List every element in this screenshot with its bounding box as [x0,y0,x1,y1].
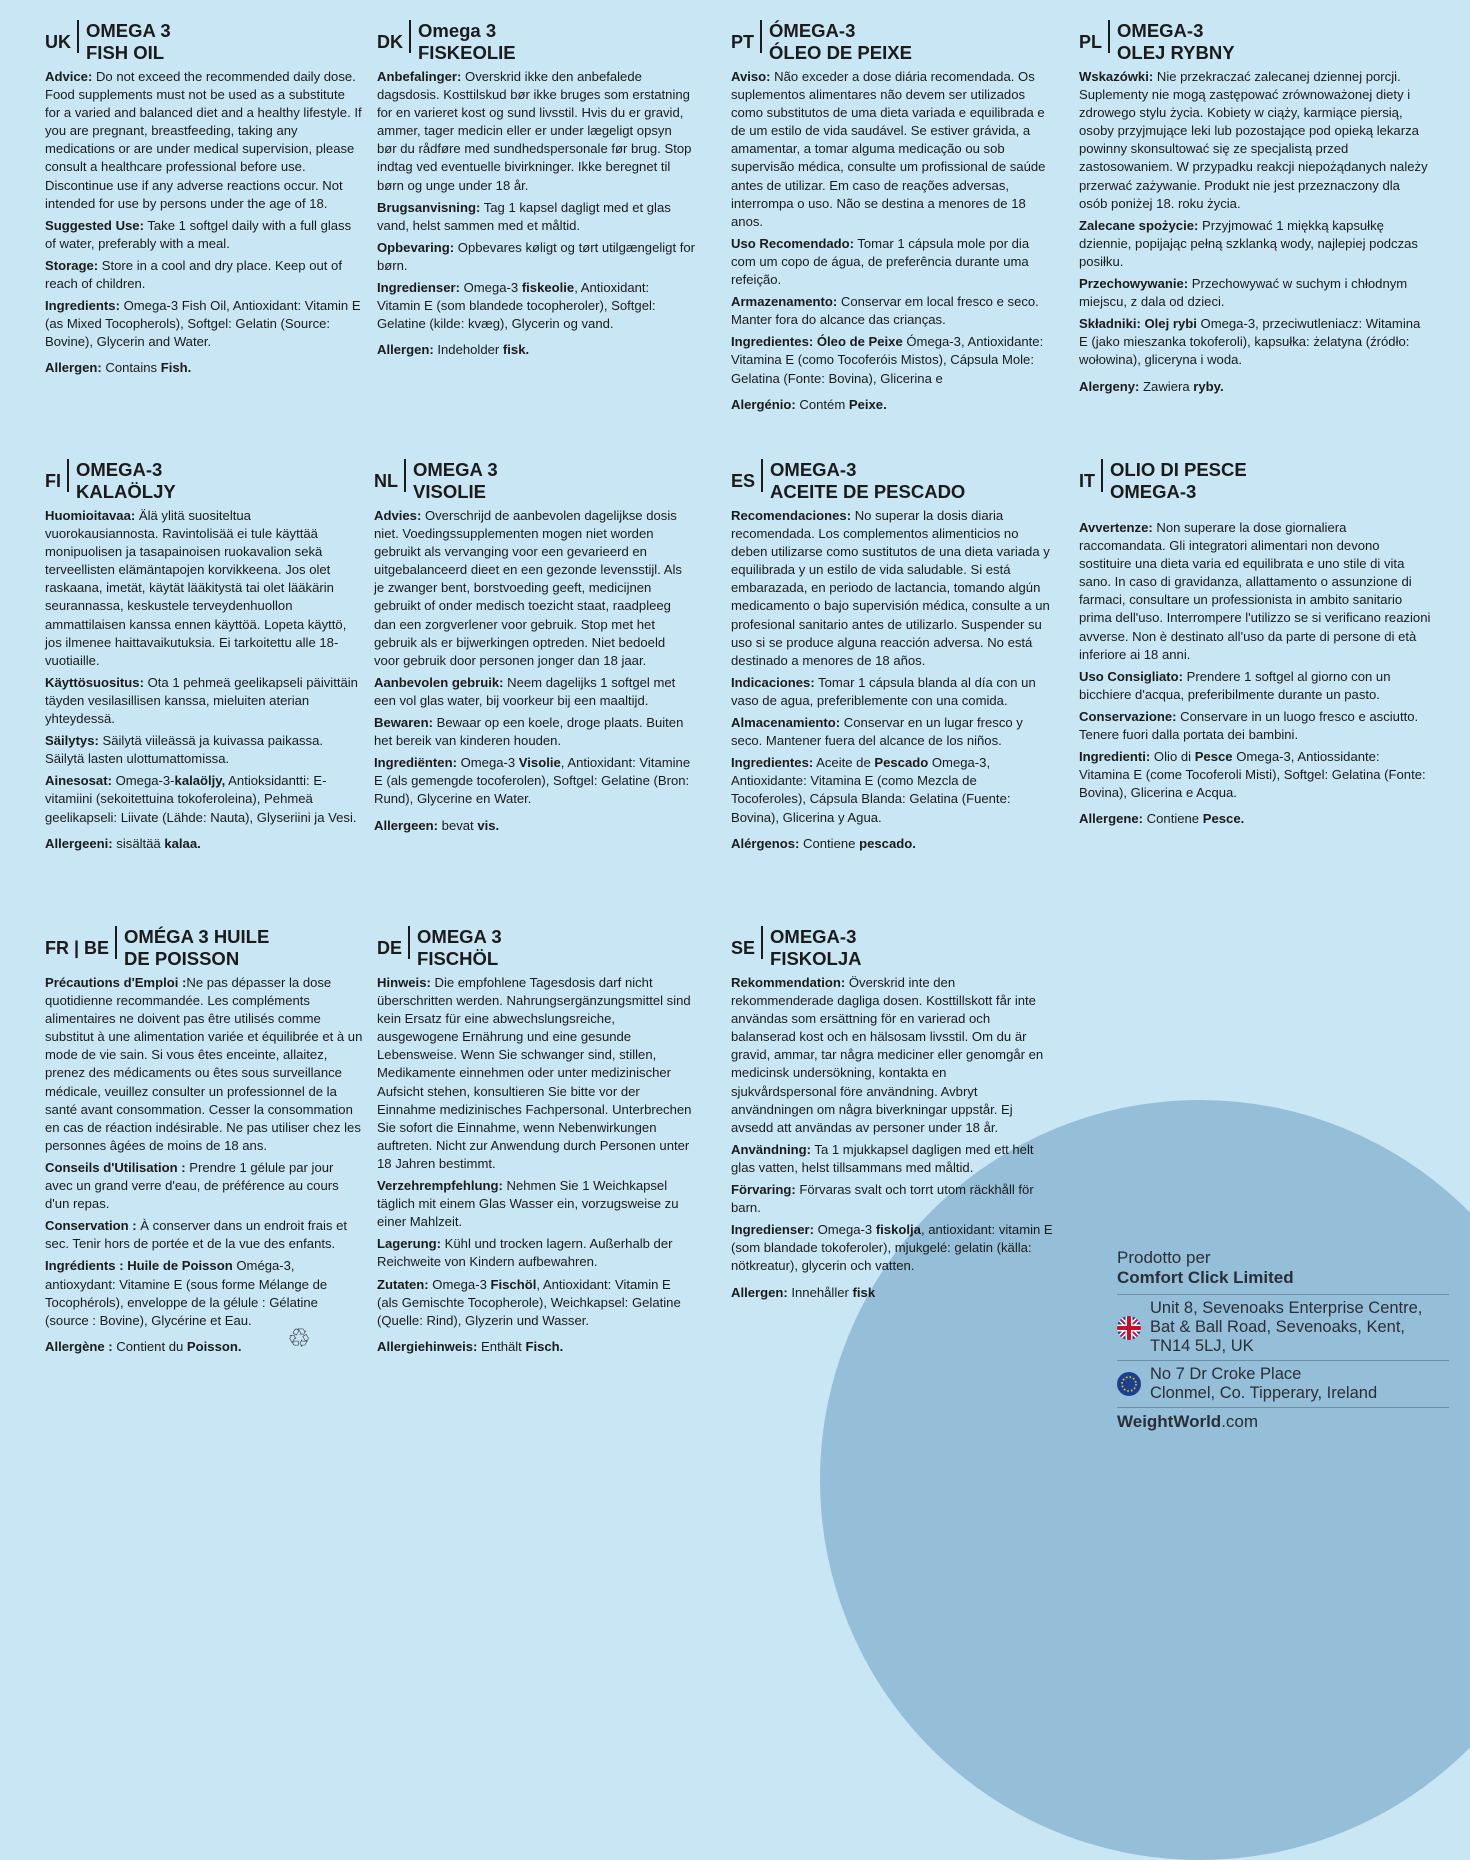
website-tld: .com [1221,1412,1259,1431]
text: Tomar 1 cápsula mole por dia com um copo de água, de preferência durante uma refeição. [731,235,1030,288]
bold-text: Armazenamento: [731,294,838,310]
section-heading [377,926,695,970]
bold-text: Allergen: [377,342,434,358]
bold-text: vis. [477,817,500,833]
section-body [1079,519,1431,829]
bold-text: Conservation : [45,1218,137,1234]
section-heading [377,20,695,64]
text: Omega-3, Antiossidante: Vitamina E (come Tocoferoli Misti), Softgel: Gelatina (Fonte: Bovina), Glicerina e Acqua. [1079,749,1426,801]
text: Non superare la dose giornaliera raccomandata. Gli integratori alimentari non devono sostituire una dieta varia ed equilibrata e uno stile di vita sano. In caso di gravidanza, allattamento o assunzione di farmaci, consultare un professionista in ambito sanitario prima dell'uso. Interrompere l'utilizzo se si verificano reazioni avverse. Non è destinato all'uso da parte di persone di età inferiore ai 18 anni. [1079,520,1431,662]
text: Ne pas dépasser la dose quotidienne recommandée. Les compléments alimentaires ne doivent pas être utilisés comme substitut à une alimentation variée et équilibrée et à un mode de vie sain. Si vous êtes enceinte, allaitez, prenez des médicaments ou êtes sous surveillance médicale, veuillez consulter un professionnel de la santé avant consommation. Cesser la consommation en cas de réaction indésirable. Ne pas utiliser chez les personnes âgées de moins de 18 ans. [45,975,363,1153]
label-paragraph [1079,68,1431,213]
ie-address-line: No 7 Dr Croke Place [1150,1365,1302,1383]
label-paragraph [731,714,1055,750]
bold-text: Ingredienti: [1079,749,1151,765]
label-paragraph [45,835,363,853]
bold-text: Fischöl [490,1276,537,1292]
label-paragraph [45,732,363,768]
country-code: DE [377,926,410,959]
text: Nehmen Sie 1 Weichkapsel täglich mit einem Glas Wasser ein, vorzugsweise zu einer Mahlzeit. [377,1178,679,1230]
bold-text: Fish. [160,360,192,376]
text: Contém [795,396,849,412]
label-paragraph [45,359,363,377]
text: Oméga-3, antioxydant: Vitamine E (sous forme Mélange de Tocophérols), enveloppe de la gélule : Gélatine (source : Bovine), Glycérine et Eau. [45,1258,328,1328]
section-title: OMÉGA 3 HUILE DE POISSON [124,926,270,969]
country-code: PT [731,20,762,53]
bold-text: Brugsanvisning: [377,199,481,215]
section-fr-be [45,926,363,1360]
section-title: OMEGA 3 FISH OIL [86,20,171,63]
label-paragraph [1079,519,1431,664]
section-heading [45,926,363,970]
label-paragraph [377,239,695,275]
text: Förvaras svalt och torrt utom räckhåll för barn. [731,1182,1034,1216]
section-pl [1079,20,1431,400]
country-code: FR | BE [45,926,117,959]
label-paragraph [374,507,692,670]
section-title: OMEGA-3 ACEITE DE PESCADO [770,459,966,502]
label-paragraph [45,68,363,213]
bold-text: Ingrediënten: [374,755,457,771]
section-heading [374,459,692,503]
section-heading [731,459,1055,503]
section-se [731,926,1055,1306]
text: Omega-3, przeciwutleniacz: Witamina E (jako mieszanka tokoferoli), kapsułka: żelatyna (źródło: wołowina), gliceryna i woda. [1079,316,1421,368]
label-paragraph [1079,315,1431,369]
section-body [45,507,363,853]
text: Ta 1 mjukkapsel dagligen med ett helt glas vatten, helst tillsammans med måltid. [731,1141,1034,1175]
label-paragraph [1079,668,1431,704]
bold-text: Przechowywanie: [1079,276,1189,292]
text: Nie przekraczać zalecanej dziennej porcji. Suplementy nie mogą zastępować zrównoważonej diety i zdrowego stylu życia. Kobiety w ciąży, karmiące piersią, osoby przyjmujące leki lub pozostające pod opieką lekarza powinny skonsultować się ze specjalistą przed zastosowaniem. W przypadku reakcji niepożądanych należy przerwać zażywanie. Produkt nie jest przeznaczony dla osób poniżej 18. roku życia. [1079,69,1428,211]
section-heading [45,20,363,64]
section-es [731,459,1055,857]
text: Store in a cool and dry place. Keep out of reach of children. [45,257,342,292]
produced-for-label: Prodotto per [1117,1248,1211,1267]
country-code: SE [731,926,763,959]
text: Bewaar op een koele, droge plaats. Buiten het bereik van kinderen houden. [374,715,684,749]
bold-text: Allergeeni: [45,835,113,851]
text: Antioksidantti: E-vitamiini (sekoitettuina tokoferoleina), Pehmeä geelikapseli: Liivate (Lähde: Nauta), Glyseriini ja Vesi. [45,773,357,825]
section-heading [1079,20,1431,64]
text: Contains [101,360,161,376]
text: Omega-3- [111,773,175,789]
label-paragraph [377,1276,695,1330]
bold-text: Bewaren: [374,715,433,731]
label-paragraph [377,1177,695,1231]
bold-text: Poisson. [186,1338,242,1354]
bold-text: Storage: [45,257,99,273]
uk-flag-icon [1117,1316,1141,1340]
bold-text: Pesce. [1202,811,1245,827]
section-body [731,507,1055,853]
bold-text: Suggested Use: [45,217,144,233]
text: Prendere 1 softgel al giorno con un bicchiere d'acqua, preferibilmente durante un pasto. [1079,668,1391,702]
text: Omega-3 [456,755,519,771]
section-nl [374,459,692,839]
country-code: PL [1079,20,1110,53]
label-paragraph [377,974,695,1173]
section-fi [45,459,363,857]
text: Opbevares køligt og tørt utilgængeligt for børn. [377,239,696,273]
bold-text: Uso Recomendado: [731,235,854,251]
text: Przyjmować 1 miękką kapsułkę dziennie, popijając pełną szklanką wody, najlepiej podczas posiłku. [1079,217,1418,269]
bold-text: Allergiehinweis: [377,1338,478,1354]
text: Omega-3, Antioxidante: Vitamina E (como Mezcla de Tocoferoles), Cápsula Blanda: Gelatina (Fuente: Bovina), Glicerina y Agua. [731,755,1011,825]
text: Zawiera [1139,378,1194,394]
label-paragraph [731,1284,1055,1302]
section-title: OMEGA 3 FISCHÖL [417,926,502,969]
bold-text: Składniki: Olej rybi [1079,316,1197,332]
text: Przechowywać w suchym i chłodnym miejscu, z dala od dzieci. [1079,276,1408,310]
label-paragraph [45,297,363,351]
section-body [377,68,695,359]
label-paragraph [45,1338,363,1356]
bold-text: Opbevaring: [377,239,455,255]
eu-flag-icon [1117,1372,1141,1396]
bold-text: Alergeny: [1079,378,1140,394]
section-title: Omega 3 FISKEOLIE [418,20,516,63]
label-paragraph [1079,748,1431,802]
section-heading [45,459,363,503]
label-paragraph [374,714,692,750]
bold-text: Ainesosat: [45,773,112,789]
bold-text: Précautions d'Emploi : [45,975,187,990]
bold-text: fisk [852,1284,876,1300]
country-code: NL [374,459,406,492]
text: Não exceder a dose diária recomendada. Os suplementos alimentares não devem ser utilizados como substitutos de uma dieta variada e equilibrada e de um estilo de vida saudável. Se estiver grávida, a amamentar, a tomar alguma medicação ou sob supervisão médica, consulte um profissional de saúde antes de utilizar. Em caso de reações adversas, interrompa o uso. Não se destina a menores de 18 anos. [731,69,1046,229]
bold-text: Allergene: [1079,811,1144,827]
label-paragraph [1079,378,1431,396]
country-code: UK [45,20,79,53]
label-paragraph [45,257,363,293]
text: Contient du [112,1338,187,1354]
label-paragraph [45,1159,363,1213]
text: Conservar em local fresco e seco. Manter fora do alcance das crianças. [731,294,1039,328]
bold-text: kalaa. [164,835,201,851]
bold-text: kalaöljy, [174,773,226,789]
text: Omega-3 [459,280,522,296]
text: Olio di [1150,749,1195,765]
bold-text: ryby. [1193,378,1224,394]
section-de [377,926,695,1360]
label-paragraph [374,754,692,808]
bold-text: Förvaring: [731,1182,796,1198]
text: Ota 1 pehmeä geelikapseli päivittäin täyden vesilasillisen kanssa, mieluiten aterian yhteydessä. [45,674,358,727]
bold-text: Ingredienser: [377,280,460,296]
label-paragraph [731,293,1055,329]
section-body [377,974,695,1356]
text: Enthält [477,1338,526,1354]
text: Neem dagelijks 1 softgel met een vol glas water, bij voorkeur bij een maaltijd. [374,674,676,708]
text: bevat [438,817,478,833]
text: , antioxidant: vitamin E (som blandade tokoferoler), mjukgelé: gelatin (källa: nötkreatur), glycerin och vatten. [731,1222,1053,1274]
text: Säilytä viileässä ja kuivassa paikassa. Säilytä lasten ulottumattomissa. [45,733,324,767]
label-paragraph [731,835,1055,853]
label-paragraph [377,1338,695,1356]
ie-address [1117,1360,1449,1407]
bold-text: Ingrédients : Huile de Poisson [45,1258,233,1274]
label-paragraph [374,817,692,835]
bold-text: Lagerung: [377,1236,442,1252]
text: Omega-3 [813,1222,876,1238]
bold-text: Zalecane spożycie: [1079,217,1199,233]
bold-text: Pescado [874,755,929,771]
text: Do not exceed the recommended daily dose. Food supplements must not be used as a substitute for a varied and balanced diet and a healthy lifestyle. If you are pregnant, breastfeeding, taking any medications or are under medical supervision, please consult a healthcare professional before use. Discontinue use if any adverse reactions occur. Not intended for use by persons under the age of 18. [45,69,362,211]
section-body [374,507,692,835]
bold-text: Allergène : [45,1338,113,1354]
text: Conservar en un lugar fresco y seco. Mantener fuera del alcance de los niños. [731,715,1023,749]
section-body [731,68,1055,414]
text: Overskrid ikke den anbefalede dagsdosis. Kosttilskud bør ikke bruges som erstatning for en varieret kost og sund livsstil. Hvis du er gravid, ammer, tager medicin eller er under lægeligt opsyn bør du rådføre med sundhedspersonale før brug. Stop indtag ved eventuelle bivirkninger. Ikke beregnet til børn og unge under 18 år. [377,69,692,193]
text: , Antioxidant: Vitamin E (som blandede tocopheroler), Softgel: Gelatine (kilde: kvæg), Glycerin og vand. [377,280,656,332]
section-it [1079,459,1431,833]
text: , Antioxidant: Vitamine E (als gemengde tocoferolen), Softgel: Gelatine (Bron: Rund), Glycerine en Water. [374,755,691,807]
section-pt [731,20,1055,418]
bold-text: Ingredientes: [731,755,814,771]
text: Take 1 softgel daily with a full glass of water, preferably with a meal. [45,217,352,251]
bold-text: Rekommendation: [731,975,846,990]
label-paragraph [731,754,1055,826]
text: sisältää [112,835,165,851]
text: Omega-3 Fish Oil, Antioxidant: Vitamin E (as Mixed Tocopherols), Softgel: Gelatin (Source: Bovine), Glycerin and Water. [45,298,361,350]
section-body [1079,68,1431,396]
label-paragraph [377,68,695,195]
bold-text: Uso Consigliato: [1079,668,1184,684]
country-code: DK [377,20,411,53]
bold-text: Visolie [518,755,561,771]
bold-text: Ingredients: [45,298,120,314]
country-code: FI [45,459,69,492]
section-title: OMEGA-3 KALAÖLJY [76,459,176,502]
bold-text: Aanbevolen gebruik: [374,674,504,690]
text: À conserver dans un endroit frais et sec. Tenir hors de portée et de la vue des enfants. [45,1218,348,1252]
bold-text: Allergeen: [374,817,439,833]
label-paragraph [45,217,363,253]
text: Tomar 1 cápsula blanda al día con un vaso de agua, preferiblemente con una comida. [731,674,1036,708]
bold-text: Hinweis: [377,975,431,990]
section-body [45,974,363,1356]
text: Indeholder [433,342,503,358]
bold-text: Aviso: [731,69,771,84]
website [1117,1407,1449,1432]
bold-text: fiskolja [875,1222,921,1238]
label-paragraph [731,1221,1055,1275]
recycle-icon: ♲ [287,1323,311,1353]
text: Omega-3 [428,1276,491,1292]
bold-text: Indicaciones: [731,674,815,690]
bold-text: Wskazówki: [1079,69,1154,84]
section-title: OMEGA-3 OLEJ RYBNY [1117,20,1235,63]
ie-address-line: Clonmel, Co. Tipperary, Ireland [1150,1384,1378,1402]
section-heading [731,20,1055,64]
text: Ómega-3, Antioxidante: Vitamina E (como Tocoferóis Mistos), Cápsula Mole: Gelatina (Fonte: Bovina), Glicerina e [731,334,1044,386]
section-body [45,68,363,378]
bold-text: Allergen: [731,1284,788,1300]
bold-text: Conseils d'Utilisation : [45,1159,186,1175]
bold-text: Alergénio: [731,396,796,412]
bold-text: Advice: [45,69,93,84]
text: Contiene [799,835,860,851]
text: Älä ylitä suositeltua vuorokausiannosta. Ravintolisää ei tule käyttää monipuolisen ja tasapainoisen ruokavalion sekä terveellisten elämäntapojen korvikkeena. Jos olet raskaana, imetät, käytät lääkitystä tai olet lääkärin seurannassa, keskustele terveydenhuollon ammattilaisen kanssa ennen käyttöä. Lopeta käyttö, jos ilmenee haittavaikutuksia. Ei tarkoitettu alle 18-vuotiaille. [45,508,347,668]
label-paragraph [45,1217,363,1253]
section-title: OMEGA 3 VISOLIE [413,459,498,502]
label-paragraph [45,974,363,1155]
label-paragraph [731,1181,1055,1217]
bold-text: Käyttösuositus: [45,674,144,690]
label-paragraph [45,772,363,826]
uk-address-line: TN14 5LJ, UK [1150,1337,1254,1355]
label-paragraph [45,674,363,728]
bold-text: Conservazione: [1079,708,1177,724]
label-paragraph [45,1257,363,1329]
text: Aceite de [813,755,875,771]
bold-text: fisk. [502,342,530,358]
country-code: ES [731,459,763,492]
label-paragraph [731,333,1055,387]
label-paragraph [731,68,1055,231]
text: Overschrijd de aanbevolen dagelijkse dosis niet. Voedingssupplementen mogen niet worden gebruikt als vervanging voor een gevarieerd en uitgebalanceerd dieet en een gezonde levensstijl. Als je zwanger bent, borstvoeding geeft, medicijnen gebruikt of onder medisch toezicht staat, raadpleeg dan een zorgverlener voor gebruik. Stop met het gebruik als er bijwerkingen optreden. Niet bedoeld voor gebruik door personen jonger dan 18 jaar. [374,508,682,668]
section-body [731,974,1055,1302]
bold-text: Avvertenze: [1079,520,1153,535]
text: Conservare in un luogo fresco e asciutto. Tenere fuori dalla portata dei bambini. [1079,708,1419,743]
uk-address-line: Unit 8, Sevenoaks Enterprise Centre, [1150,1299,1423,1317]
label-paragraph [1079,810,1431,828]
text: Die empfohlene Tagesdosis darf nicht überschritten werden. Nahrungsergänzungsmittel sind kein Ersatz für eine abwechslungsreiche, ausgewogene Ernährung und eine gesunde Lebensweise. Wenn Sie schwanger sind, stillen, Medikamente einnehmen oder unter medizinischer Aufsicht stehen, konsultieren Sie bitte vor der Einnahme medizinisches Fachpersonal. Unterbrechen Sie sofort die Einnahme, wenn Nebenwirkungen auftreten. Nicht zur Anwendung durch Personen unter 18 Jahren bestimmt. [377,975,692,1171]
bold-text: Recomendaciones: [731,508,852,523]
label-paragraph [374,674,692,710]
label-paragraph [731,974,1055,1137]
bold-text: Zutaten: [377,1276,429,1292]
country-code: IT [1079,459,1103,492]
bold-text: Allergen: [45,360,102,376]
label-paragraph [377,199,695,235]
label-paragraph [1079,708,1431,744]
bold-text: Användning: [731,1141,812,1157]
section-heading [1079,459,1431,503]
website-brand: WeightWorld [1117,1412,1222,1431]
bold-text: Pesce [1194,749,1233,765]
bold-text: Ingredienser: [731,1222,814,1238]
text: Contiene [1143,811,1203,827]
bold-text: Peixe. [848,396,887,412]
bold-text: Säilytys: [45,733,99,749]
text: Tag 1 kapsel dagligt med et glas vand, helst sammen med et måltid. [377,199,671,233]
label-paragraph [377,341,695,359]
bold-text: Huomioitavaa: [45,508,136,523]
label-paragraph [731,396,1055,414]
bold-text: fiskeolie [521,280,575,296]
bold-text: Advies: [374,508,422,523]
section-title: ÓMEGA-3 ÓLEO DE PEIXE [769,20,912,63]
label-paragraph [45,507,363,670]
bold-text: Alérgenos: [731,835,800,851]
label-paragraph [377,1235,695,1271]
section-dk [377,20,695,363]
label-paragraph [1079,217,1431,271]
bold-text: Anbefalinger: [377,69,462,84]
bold-text: Fisch. [525,1338,564,1354]
text: Kühl und trocken lagern. Außerhalb der Reichweite von Kindern aufbewahren. [377,1236,673,1270]
section-title: OMEGA-3 FISKOLJA [770,926,862,969]
text: No superar la dosis diaria recomendada. Los complementos alimenticios no deben utilizarse como sustitutos de una dieta variada y equilibrada y un estilo de vida saludable. Si está embarazada, en periodo de lactancia, tomando algún medicamento o bajo supervisión médica, consulte a un profesional sanitario antes de utilizarlo. Suspender su uso si se produce alguna reacción adversa. No está destinado a menores de 18 años. [731,508,1050,668]
label-paragraph [731,235,1055,289]
bold-text: Ingredientes: Óleo de Peixe [731,334,903,350]
text: Innehåller [787,1284,853,1300]
bold-text: pescado. [859,835,916,851]
bold-text: Verzehrempfehlung: [377,1178,503,1194]
section-title: OLIO DI PESCE OMEGA-3 [1110,459,1247,502]
uk-address-line: Bat & Ball Road, Sevenoaks, Kent, [1150,1318,1405,1336]
manufacturer-info [1117,1248,1449,1432]
text: Prendre 1 gélule par jour avec un grand verre d'eau, de préférence au cours d'un repas. [45,1159,339,1212]
label-paragraph [731,674,1055,710]
label-paragraph [1079,275,1431,311]
company-name: Comfort Click Limited [1117,1268,1294,1287]
label-paragraph [377,279,695,333]
label-paragraph [731,1141,1055,1177]
section-uk [45,20,363,382]
bold-text: Almacenamiento: [731,715,841,731]
section-heading [731,926,1055,970]
text: , Antioxidant: Vitamin E (als Gemischte Tocopherole), Weichkapsel: Gelatine (Quelle: Rind), Glyzerin und Wasser. [377,1276,681,1328]
label-paragraph [731,507,1055,670]
text: Överskrid inte den rekommenderade dagliga dosen. Kosttillskott får inte användas som ersättning för en varierad och balanserad kost och en hälsosam livsstil. Om du är gravid, ammar, tar några mediciner eller genomgår en medicinsk undersökning, kontakta en sjukvårdspersonal före användning. Avbryt användningen om några biverkningar uppstår. Ej avsedd att användas av personer under 18 år. [731,975,1044,1135]
uk-address [1117,1294,1449,1360]
